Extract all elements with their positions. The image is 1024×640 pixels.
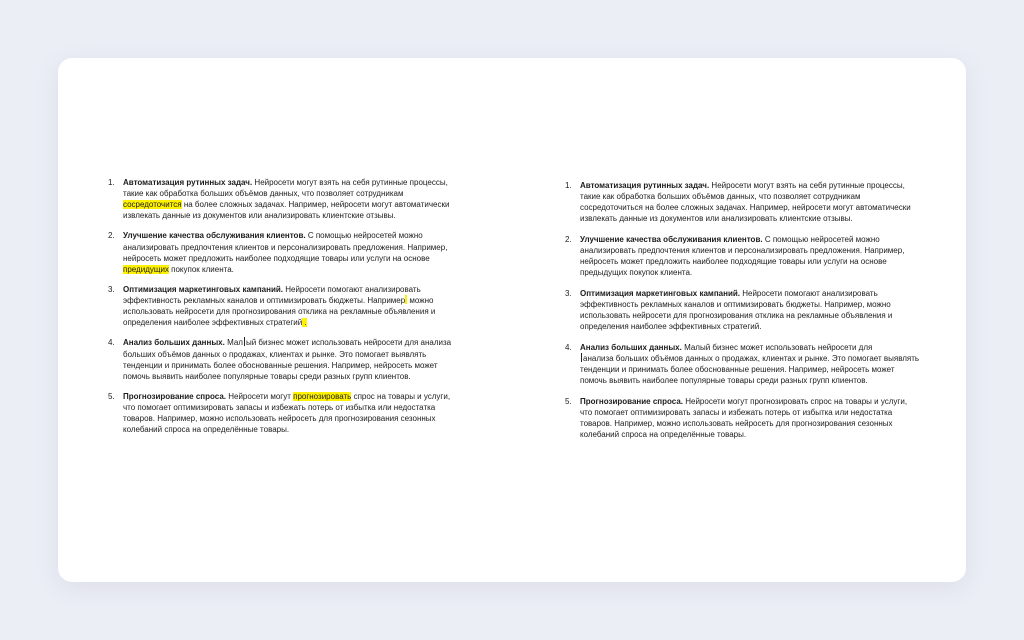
list-number: 4. — [565, 342, 572, 352]
item-text: Мал — [224, 338, 243, 348]
item-title: Улучшение качества обслуживания клиентов. — [123, 231, 306, 241]
item-text: С помощью нейросетей можно анализировать предпочтения клиентов и персонализировать предложения. Например, нейросеть может предложить наиболее подходящие товары или услуги на основе — [123, 231, 448, 263]
list-item — [565, 396, 920, 440]
item-text: Нейросети помогают анализировать эффективность рекламных каналов и оптимизировать бюджеты. Например — [123, 284, 421, 306]
list-number: 3. — [565, 288, 572, 298]
item-text: ый бизнес может использовать нейросети для анализа больших объёмов данных о продажах, клиентах и рынке. Это помогает выявлять тенденции и принимать более обоснованные решения. Например, нейросеть может помочь выявить наиболее популярные товары среди разных групп клиентов. — [123, 338, 452, 381]
highlighted-error[interactable]: предидущих — [123, 264, 169, 274]
highlighted-error[interactable]: сосредоточится — [123, 200, 182, 210]
item-text: С помощью нейросетей можно анализировать предпочтения клиентов и персонализировать предложения. Например, нейросеть может предложить наиболее подходящие товары или услуги на основе предыдущих покупок клиента. — [580, 234, 905, 278]
list-number: 4. — [108, 338, 115, 348]
original-text-panel[interactable] — [108, 177, 460, 444]
item-text: анализа больших объёмов данных о продажах, клиентах и рынке. Это помогает выявлять тенденции и принимать более обоснованные решения. Например, нейросеть может помочь выявить наиболее популярные товары среди разных групп клиентов. — [580, 354, 920, 386]
text-cursor — [581, 353, 582, 362]
item-text: Нейросети могут взять на себя рутинные процессы, такие как обработка больших объёмов данных, что позволяет сотрудникам — [123, 178, 448, 199]
list-item — [108, 230, 460, 274]
list-number: 5. — [565, 396, 572, 406]
list-number: 1. — [108, 178, 115, 187]
item-text: на более сложных задачах. Например, нейросети могут автоматически извлекать данные из документов или анализировать клиентские отзывы. — [123, 200, 450, 221]
numbered-list — [565, 180, 920, 440]
item-text: Малый бизнес может использовать нейросети для — [681, 342, 873, 352]
item-title: Анализ больших данных. — [123, 338, 225, 348]
item-text: Нейросети могут взять на себя рутинные процессы, такие как обработка больших объёмов данных, что позволяет сотрудникам сосредоточиться на более сложных задачах. Например, нейросети могут автоматически извлекать данные из документов или анализировать клиентские отзывы. — [580, 181, 911, 224]
list-item — [565, 342, 920, 386]
item-title: Улучшение качества обслуживания клиентов. — [580, 234, 763, 244]
item-title: Прогнозирование спроса. — [580, 396, 683, 406]
item-text: можно использовать нейросети для прогнозирования отклика на рекламные объявления и определения наиболее эффективных стратегий — [123, 296, 436, 328]
list-item — [108, 177, 460, 221]
corrected-text-panel[interactable] — [565, 180, 920, 450]
item-title: Автоматизация рутинных задач. — [123, 178, 253, 187]
list-number: 2. — [565, 234, 572, 244]
item-title: Оптимизация маркетинговых кампаний. — [123, 284, 284, 294]
list-item — [108, 284, 460, 328]
item-text: Нейросети помогают анализировать эффективность рекламных каналов и оптимизировать бюджеты. Например, можно использовать нейросети для прогнозирования отклика на рекламные объявления и определения наиболее эффективных стратегий. — [580, 288, 893, 332]
highlighted-error[interactable]: прогнозировать — [293, 391, 352, 401]
numbered-list — [108, 177, 460, 435]
list-number: 3. — [108, 284, 115, 294]
item-title: Оптимизация маркетинговых кампаний. — [580, 288, 741, 298]
item-text: покупок клиента. — [168, 264, 234, 274]
list-number: 2. — [108, 231, 115, 241]
list-number: 1. — [565, 181, 572, 190]
item-title: Прогнозирование спроса. — [123, 391, 226, 401]
item-title: Анализ больших данных. — [580, 342, 682, 352]
highlighted-error[interactable]: . — [302, 318, 307, 328]
item-text: Нейросети могут прогнозировать спрос на товары и услуги, что помогает оптимизировать запасы и избежать потерь от избытка или недостатка товаров. Например, можно использовать нейросеть для прогнозирования сезонных колебаний спроса на определённые товары. — [580, 396, 908, 440]
list-item — [108, 337, 460, 381]
item-text: Нейросети могут — [226, 391, 294, 401]
list-item — [565, 234, 920, 278]
item-title: Автоматизация рутинных задач. — [580, 181, 710, 190]
list-item — [108, 391, 460, 435]
list-item — [565, 288, 920, 332]
list-item — [565, 180, 920, 224]
text-cursor — [244, 337, 245, 346]
item-text: спрос на товары и услуги, что помогает оптимизировать запасы и избежать потерь от избытка или недостатка товаров. Например, можно использовать нейросеть для прогнозирования сезонных колебаний спроса на определённые товары. — [123, 391, 451, 435]
list-number: 5. — [108, 391, 115, 401]
